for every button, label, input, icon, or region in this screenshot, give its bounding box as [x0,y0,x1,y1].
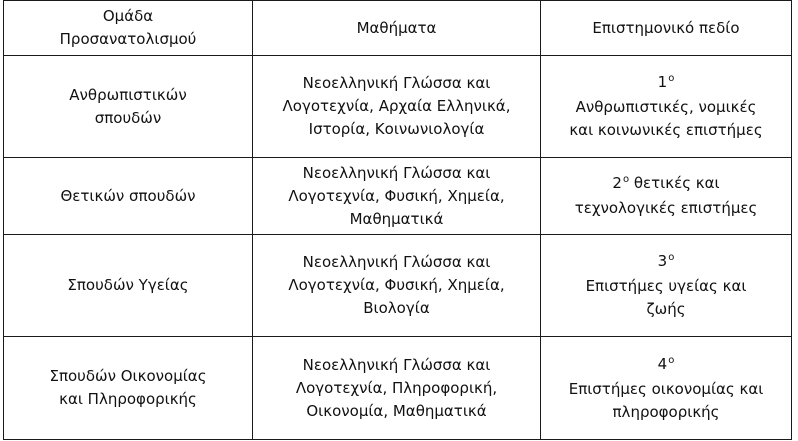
header-subjects: Μαθήματα [253,1,541,56]
field-number-line [547,172,785,197]
subjects-line: Βιολογία [363,299,430,317]
field-number: 1 [657,73,668,91]
field-line: Επιστήμες υγείας και [585,277,747,295]
field-cell [541,337,792,440]
subjects-cell [253,158,541,235]
group-line: και Πληροφορικής [59,390,197,408]
group-line: Σπουδών Οικονομίας [49,367,207,385]
group-line: Θετικών σπουδών [60,186,196,205]
table-row [4,56,792,158]
table-row [4,337,792,440]
field-number-line [547,71,785,96]
subjects-line: Λογοτεχνία, Φυσική, Χημεία, [288,276,505,294]
table-header-row [4,1,792,56]
group-line: σπουδών [94,108,162,127]
field-number: 3 [657,252,668,270]
table-row [4,235,792,337]
subjects-line: Νεοελληνική Γλώσσα και [302,355,491,374]
field-number-line [547,353,785,378]
subjects-line: Οικονομία, Μαθηματικά [306,401,487,420]
subjects-cell [253,337,541,440]
subjects-line: Νεοελληνική Γλώσσα και [302,253,491,271]
table-row [4,158,792,235]
subjects-line: Λογοτεχνία, Πληροφορική, [295,378,498,397]
group-cell [4,235,253,337]
field-ordinal-sup: ο [668,252,675,263]
field-line: πληροφορικής [612,402,720,421]
field-cell [541,235,792,337]
group-cell [4,158,253,235]
subjects-cell [253,235,541,337]
subjects-line: Λογοτεχνία, Αρχαία Ελληνικά, [282,97,511,115]
header-group-line: Προσανατολισμού [59,30,197,48]
field-number: 2 [612,174,622,192]
field-ordinal-sup: ο [668,73,675,84]
header-field: Επιστημονικό πεδίο [541,1,792,56]
subjects-line: Νεοελληνική Γλώσσα και [302,74,491,92]
subjects-line: Μαθηματικά [349,209,444,228]
subjects-line: Λογοτεχνία, Φυσική, Χημεία, [288,186,505,205]
group-cell [4,56,253,158]
group-cell [4,337,253,440]
field-line: τεχνολογικές επιστήμες [574,199,758,217]
field-ordinal-sup: ο [622,174,630,185]
header-group-line: Ομάδα [102,7,154,25]
field-number-line [547,250,785,275]
field-number: 4 [657,354,668,373]
orientation-groups-table [3,0,792,440]
field-line: και κοινωνικές επιστήμες [569,121,763,139]
field-line: Ανθρωπιστικές, νομικές [575,98,757,116]
field-line: Επιστήμες οικονομίας και [568,379,764,398]
field-ordinal-sup: ο [668,354,675,366]
group-line: Ανθρωπιστικών [69,85,187,104]
subjects-line: Νεοελληνική Γλώσσα και [302,163,491,182]
field-cell [541,56,792,158]
header-group [4,1,253,56]
field-cell [541,158,792,235]
subjects-cell [253,56,541,158]
group-line: Σπουδών Υγείας [67,276,189,294]
field-line: ζωής [646,300,686,318]
field-inline-text: θετικές και [633,174,720,192]
subjects-line: Ιστορία, Κοινωνιολογία [308,120,485,138]
